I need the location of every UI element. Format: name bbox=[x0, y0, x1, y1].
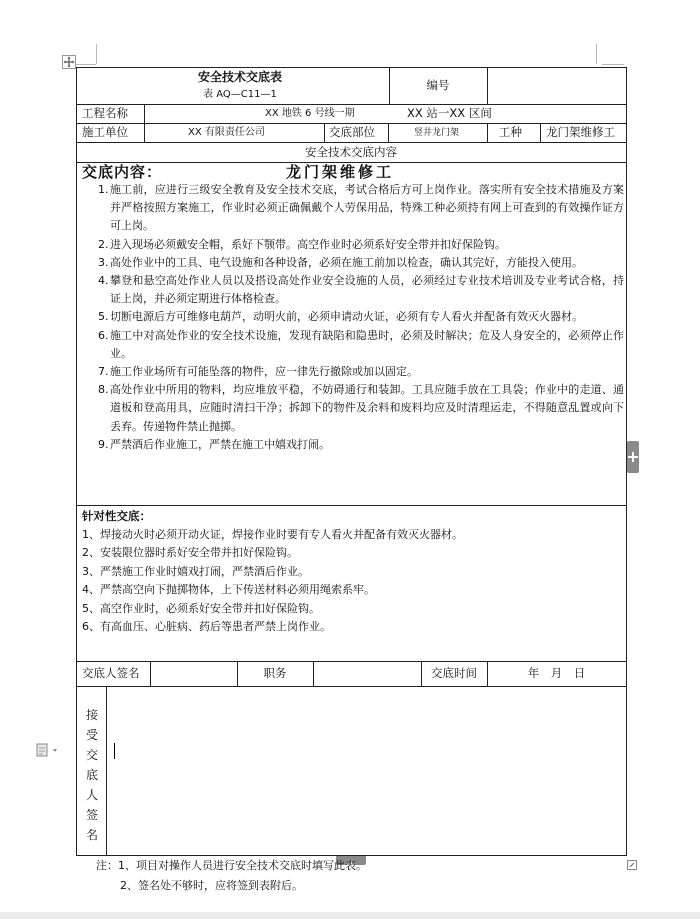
table-rule bbox=[487, 67, 488, 104]
table-move-handle-icon[interactable] bbox=[62, 54, 76, 68]
targeted-label: 针对性交底： bbox=[82, 509, 151, 523]
crop-mark bbox=[596, 44, 597, 64]
table-rule bbox=[487, 123, 488, 142]
table-rule bbox=[150, 661, 151, 686]
construction-unit-value[interactable]: XX 有限责任公司 bbox=[188, 127, 265, 138]
paste-options-icon[interactable] bbox=[35, 742, 61, 758]
list-item[interactable]: 6、有高血压、心脏病、药后等患者严禁上岗作业。 bbox=[82, 620, 331, 633]
number-label: 编号 bbox=[426, 78, 450, 92]
content-label: 交底内容： bbox=[82, 163, 163, 181]
giver-signature-label: 交底人签名 bbox=[82, 666, 140, 680]
crop-mark bbox=[96, 44, 97, 64]
list-item[interactable]: 1、焊接动火时必须开动火证，焊接作业时要有专人看火并配备有效灭火器材。 bbox=[82, 527, 463, 541]
giver-signature-field[interactable] bbox=[152, 664, 236, 682]
footnotes bbox=[96, 856, 367, 896]
table-rule bbox=[76, 686, 626, 687]
list-item[interactable]: 9. 严禁酒后作业施工，严禁在施工中嬉戏打闹。 bbox=[98, 437, 330, 451]
table-border bbox=[76, 67, 77, 856]
disclosure-part-value[interactable]: 竖井龙门架 bbox=[414, 128, 460, 138]
table-resize-icon[interactable] bbox=[627, 855, 637, 865]
list-item[interactable]: 4、严禁高空向下抛掷物体，上下传送材料必须用绳索系牢。 bbox=[82, 583, 375, 596]
list-item[interactable]: 5、高空作业时，必须系好安全带并扣好保险钩。 bbox=[82, 601, 320, 615]
safety-items-list bbox=[98, 181, 624, 454]
list-item[interactable]: 6. 施工中对高处作业的安全技术设施，发现有缺陷和隐患时，必须及时解决；危及人身安全的，必须停止作业。 bbox=[98, 328, 624, 360]
table-rule bbox=[313, 661, 314, 686]
window-bottom-edge bbox=[0, 912, 700, 919]
table-rule bbox=[76, 661, 626, 662]
form-code: 表 AQ—C11—1 bbox=[203, 89, 277, 100]
crop-mark bbox=[602, 64, 624, 65]
list-item[interactable]: 1. 施工前，应进行三级安全教育及安全技术交底，考试合格后方可上岗作业。落实所有安全技术措施及方案并严格按照方案施工，作业时必须正确佩戴个人劳保用品，特殊工种必须持有网上可查到的有效操作证方可上岗。 bbox=[98, 183, 624, 233]
table-rule bbox=[76, 505, 626, 506]
table-rule bbox=[388, 123, 389, 142]
position-field[interactable] bbox=[315, 664, 419, 682]
list-item[interactable]: 5. 切断电源后方可维修电葫芦，动明火前，必须申请动火证，必须有专人看火并配备有效灭火器材。 bbox=[98, 310, 583, 324]
list-item[interactable]: 3. 高处作业中的工具、电气设施和各种设备，必须在施工前加以检查，确认其完好，方能投入使用。 bbox=[98, 255, 583, 269]
trade-label: 工种 bbox=[499, 125, 522, 139]
trade-value[interactable]: 龙门架维修工 bbox=[546, 125, 615, 139]
project-name-label: 工程名称 bbox=[82, 106, 128, 120]
receiver-signature-area[interactable] bbox=[108, 688, 624, 854]
position-label: 职务 bbox=[263, 666, 287, 680]
list-item[interactable]: 2. 进入现场必须戴安全帽，系好下颚带。高空作业时必须系好安全带并扣好保险钩。 bbox=[98, 237, 506, 251]
list-item[interactable]: 2、安装限位器时系好安全带并扣好保险钩。 bbox=[82, 546, 298, 559]
text-cursor bbox=[114, 743, 115, 759]
list-item[interactable]: 4. 攀登和悬空高处作业人员以及搭设高处作业安全设施的人员，必须经过专业技术培训及专业考试合格，持证上岗，并必须定期进行体格检查。 bbox=[98, 274, 624, 306]
crop-mark bbox=[76, 64, 96, 65]
construction-unit-label: 施工单位 bbox=[82, 125, 128, 139]
table-rule bbox=[144, 104, 145, 142]
project-station-value[interactable]: XX 站一XX 区间 bbox=[407, 106, 492, 120]
list-item[interactable]: 7. 施工作业场所有可能坠落的物件，应一律先行撤除或加以固定。 bbox=[98, 365, 418, 379]
list-item[interactable]: 8. 高处作业中所用的物料，均应堆放平稳，不妨碍通行和装卸。工具应随手放在工具袋；作业中的走道、通道板和登高用具，应随时清扫干净；拆卸下的物件及余料和废料均应及时清理运走，不得随意乱置或向下丢弃。传递物件禁止抛掷。 bbox=[98, 383, 624, 433]
form-title: 安全技术交底表 bbox=[197, 70, 282, 84]
table-rule bbox=[540, 123, 541, 142]
list-item[interactable]: 3、严禁施工作业时嬉戏打闹，严禁酒后作业。 bbox=[82, 564, 309, 578]
footnote-2: 2、签名处不够时，应将签到表附后。 bbox=[120, 879, 303, 892]
table-rule bbox=[324, 123, 325, 142]
table-rule bbox=[106, 686, 107, 856]
footnote-1: 注：1、项目对操作人员进行安全技术交底时填写此表。 bbox=[96, 859, 367, 872]
project-name-value[interactable]: XX 地铁 6 号线一期 bbox=[265, 108, 355, 119]
section-header: 安全技术交底内容 bbox=[305, 145, 397, 159]
disclosure-time-label: 交底时间 bbox=[431, 666, 477, 680]
disclosure-date-field[interactable]: 年 月 日 bbox=[527, 666, 586, 680]
receiver-signature-label: 接受交底人签名 bbox=[85, 708, 98, 842]
disclosure-part-label: 交底部位 bbox=[329, 125, 375, 139]
add-column-icon[interactable] bbox=[627, 441, 639, 473]
table-border bbox=[626, 67, 627, 856]
targeted-disclosure bbox=[82, 507, 622, 637]
content-heading: 龙门架维修工 bbox=[286, 163, 395, 181]
